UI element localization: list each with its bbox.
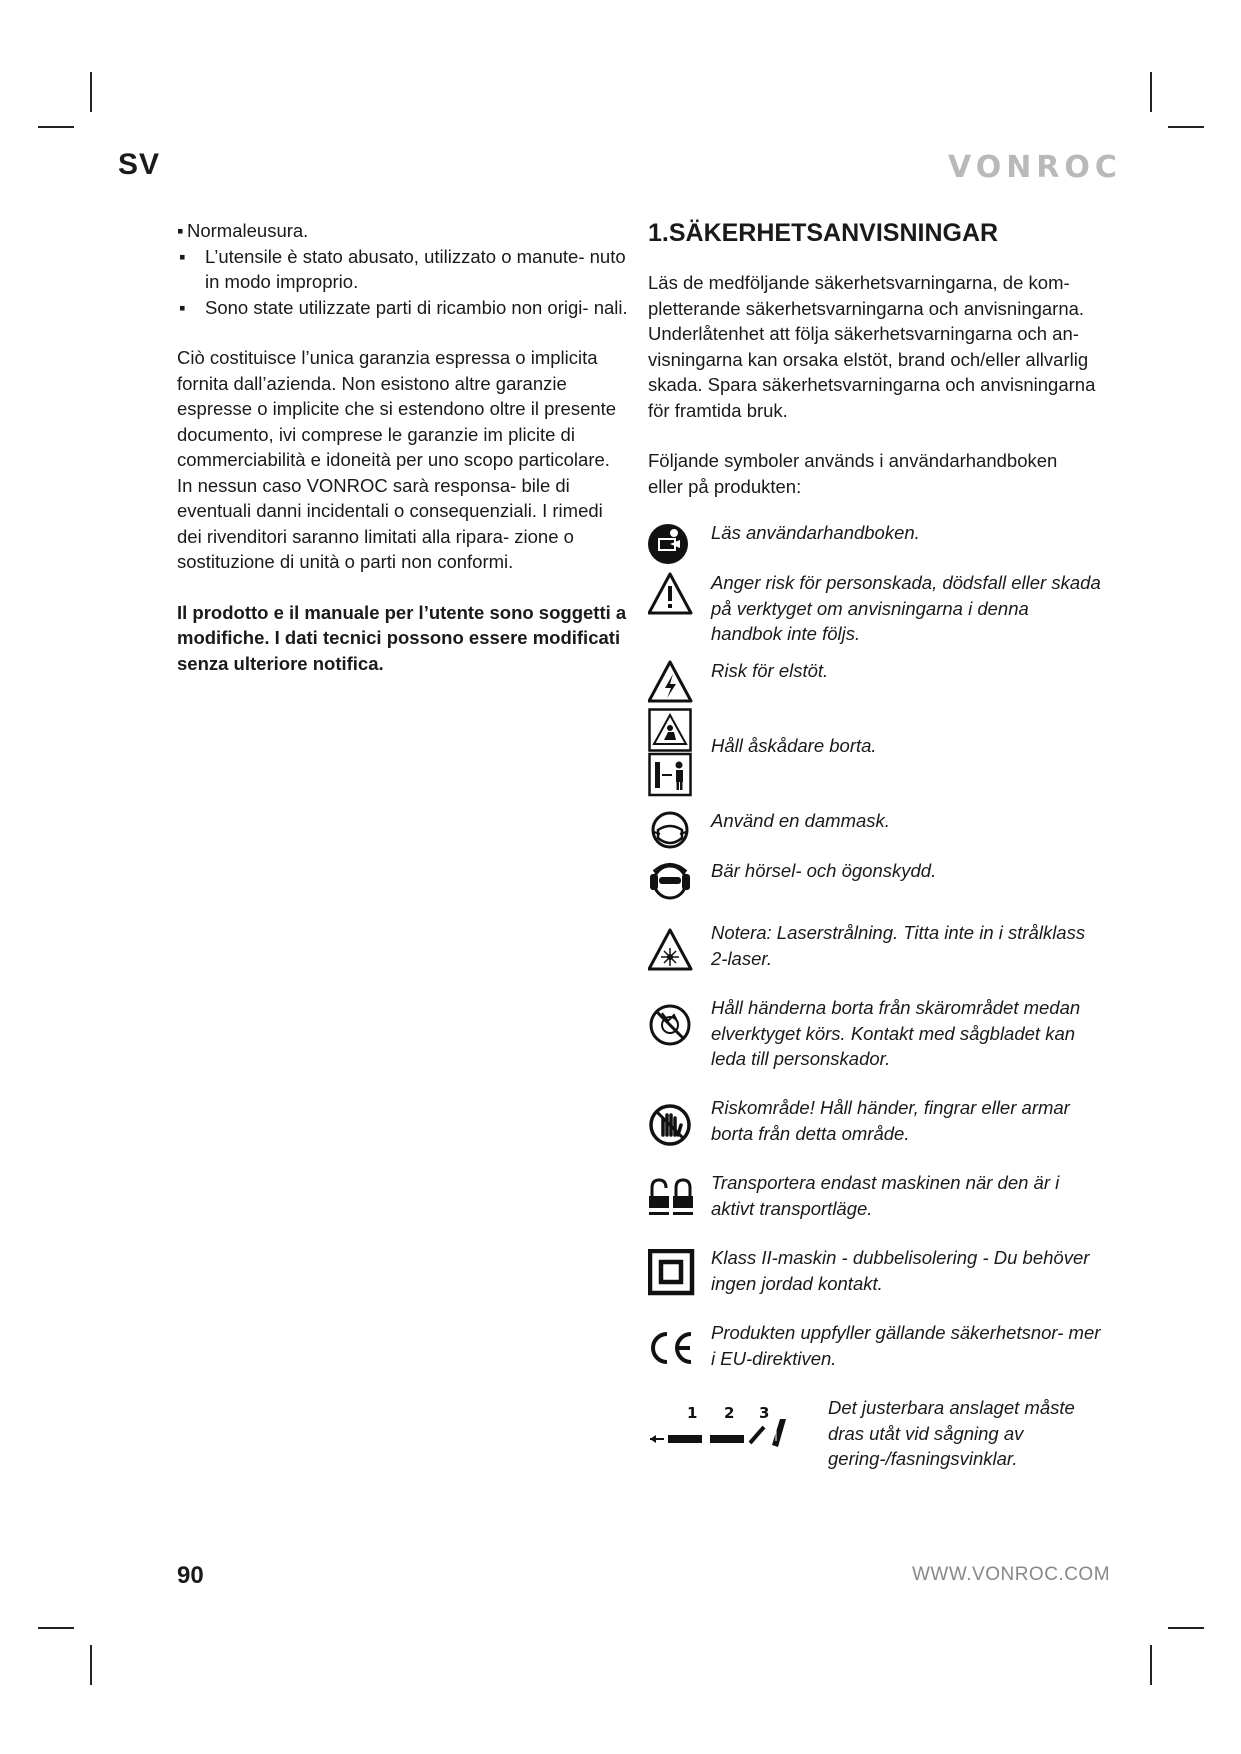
class-ii-icon	[648, 1249, 696, 1297]
transport-lock-icon	[648, 1174, 696, 1222]
website-url: WWW.VONROC.COM	[912, 1564, 1111, 1585]
right-column	[648, 218, 1096, 499]
bystanders-icon	[648, 708, 696, 798]
crop-mark	[90, 72, 92, 112]
step-label: 3	[759, 1404, 770, 1422]
crop-mark	[90, 1645, 92, 1685]
electric-shock-icon	[648, 658, 696, 706]
step-label: 2	[724, 1404, 735, 1422]
warranty-paragraph: Ciò costituisce l’unica garanzia espressa o implicita fornita dall’azienda. Non esistono altre garanzie espresse o implicite che si estendono oltre il presente documento, ivi comprese le garanzie im plicite di commerciabilità e idoneità per uno scopo particolare. In nessun caso VONROC sarà responsa- bile di eventuali danni incidentali o consequenziali. I rimedi dei rivenditori saranno limitati alla ripara- zione o sostituzione di unità o parti non conformi.	[177, 347, 617, 572]
step-label: 1	[687, 1404, 698, 1422]
crop-mark	[38, 126, 74, 128]
crop-mark	[1150, 72, 1152, 112]
list-item: ▪ L’utensile è stato abusato, utilizzato o manute- nuto in modo improprio.	[179, 245, 626, 292]
dust-mask-icon	[648, 808, 696, 856]
symbols-intro: Följande symboler används i användarhandboken eller på produkten:	[648, 450, 1058, 497]
list-item: ▪ Normaleusura.	[177, 220, 309, 241]
warning-icon	[648, 570, 696, 618]
language-code: SV	[118, 148, 161, 181]
laser-icon	[648, 926, 696, 974]
section-heading: 1.SÄKERHETSANVISNINGAR	[648, 219, 999, 247]
hands-away-blade-icon	[648, 1001, 696, 1049]
crop-mark	[1168, 126, 1204, 128]
left-column	[177, 218, 629, 676]
brand-logo: VONROC	[948, 150, 1122, 185]
crop-mark	[1168, 1627, 1204, 1629]
manual-icon	[648, 520, 696, 568]
hearing-eye-protection-icon	[648, 858, 696, 906]
crop-mark	[38, 1627, 74, 1629]
intro-paragraph: Läs de medföljande säkerhetsvarningarna, de kom- pletterande säkerhetsvarningarna och anvisningarna. Underlåtenhet att följa säkerhetsvarningarna och an- visningarna kan orsaka elstöt, brand och/eller allvarlig skada. Spara säkerhetsvarningarna och anvisningarna för framtida bruk.	[648, 272, 1096, 421]
no-hands-icon	[648, 1101, 696, 1149]
ce-mark-icon	[648, 1324, 696, 1372]
list-item: ▪ Sono state utilizzate parti di ricambio non origi- nali.	[179, 296, 628, 318]
change-notice: Il prodotto e il manuale per l’utente sono soggetti a modifiche. I dati tecnici possono essere modificati senza ulteriore notifica.	[177, 601, 627, 674]
crop-mark	[1150, 1645, 1152, 1685]
adjustable-fence-icon	[648, 1401, 808, 1471]
page-number: 90	[177, 1562, 204, 1589]
